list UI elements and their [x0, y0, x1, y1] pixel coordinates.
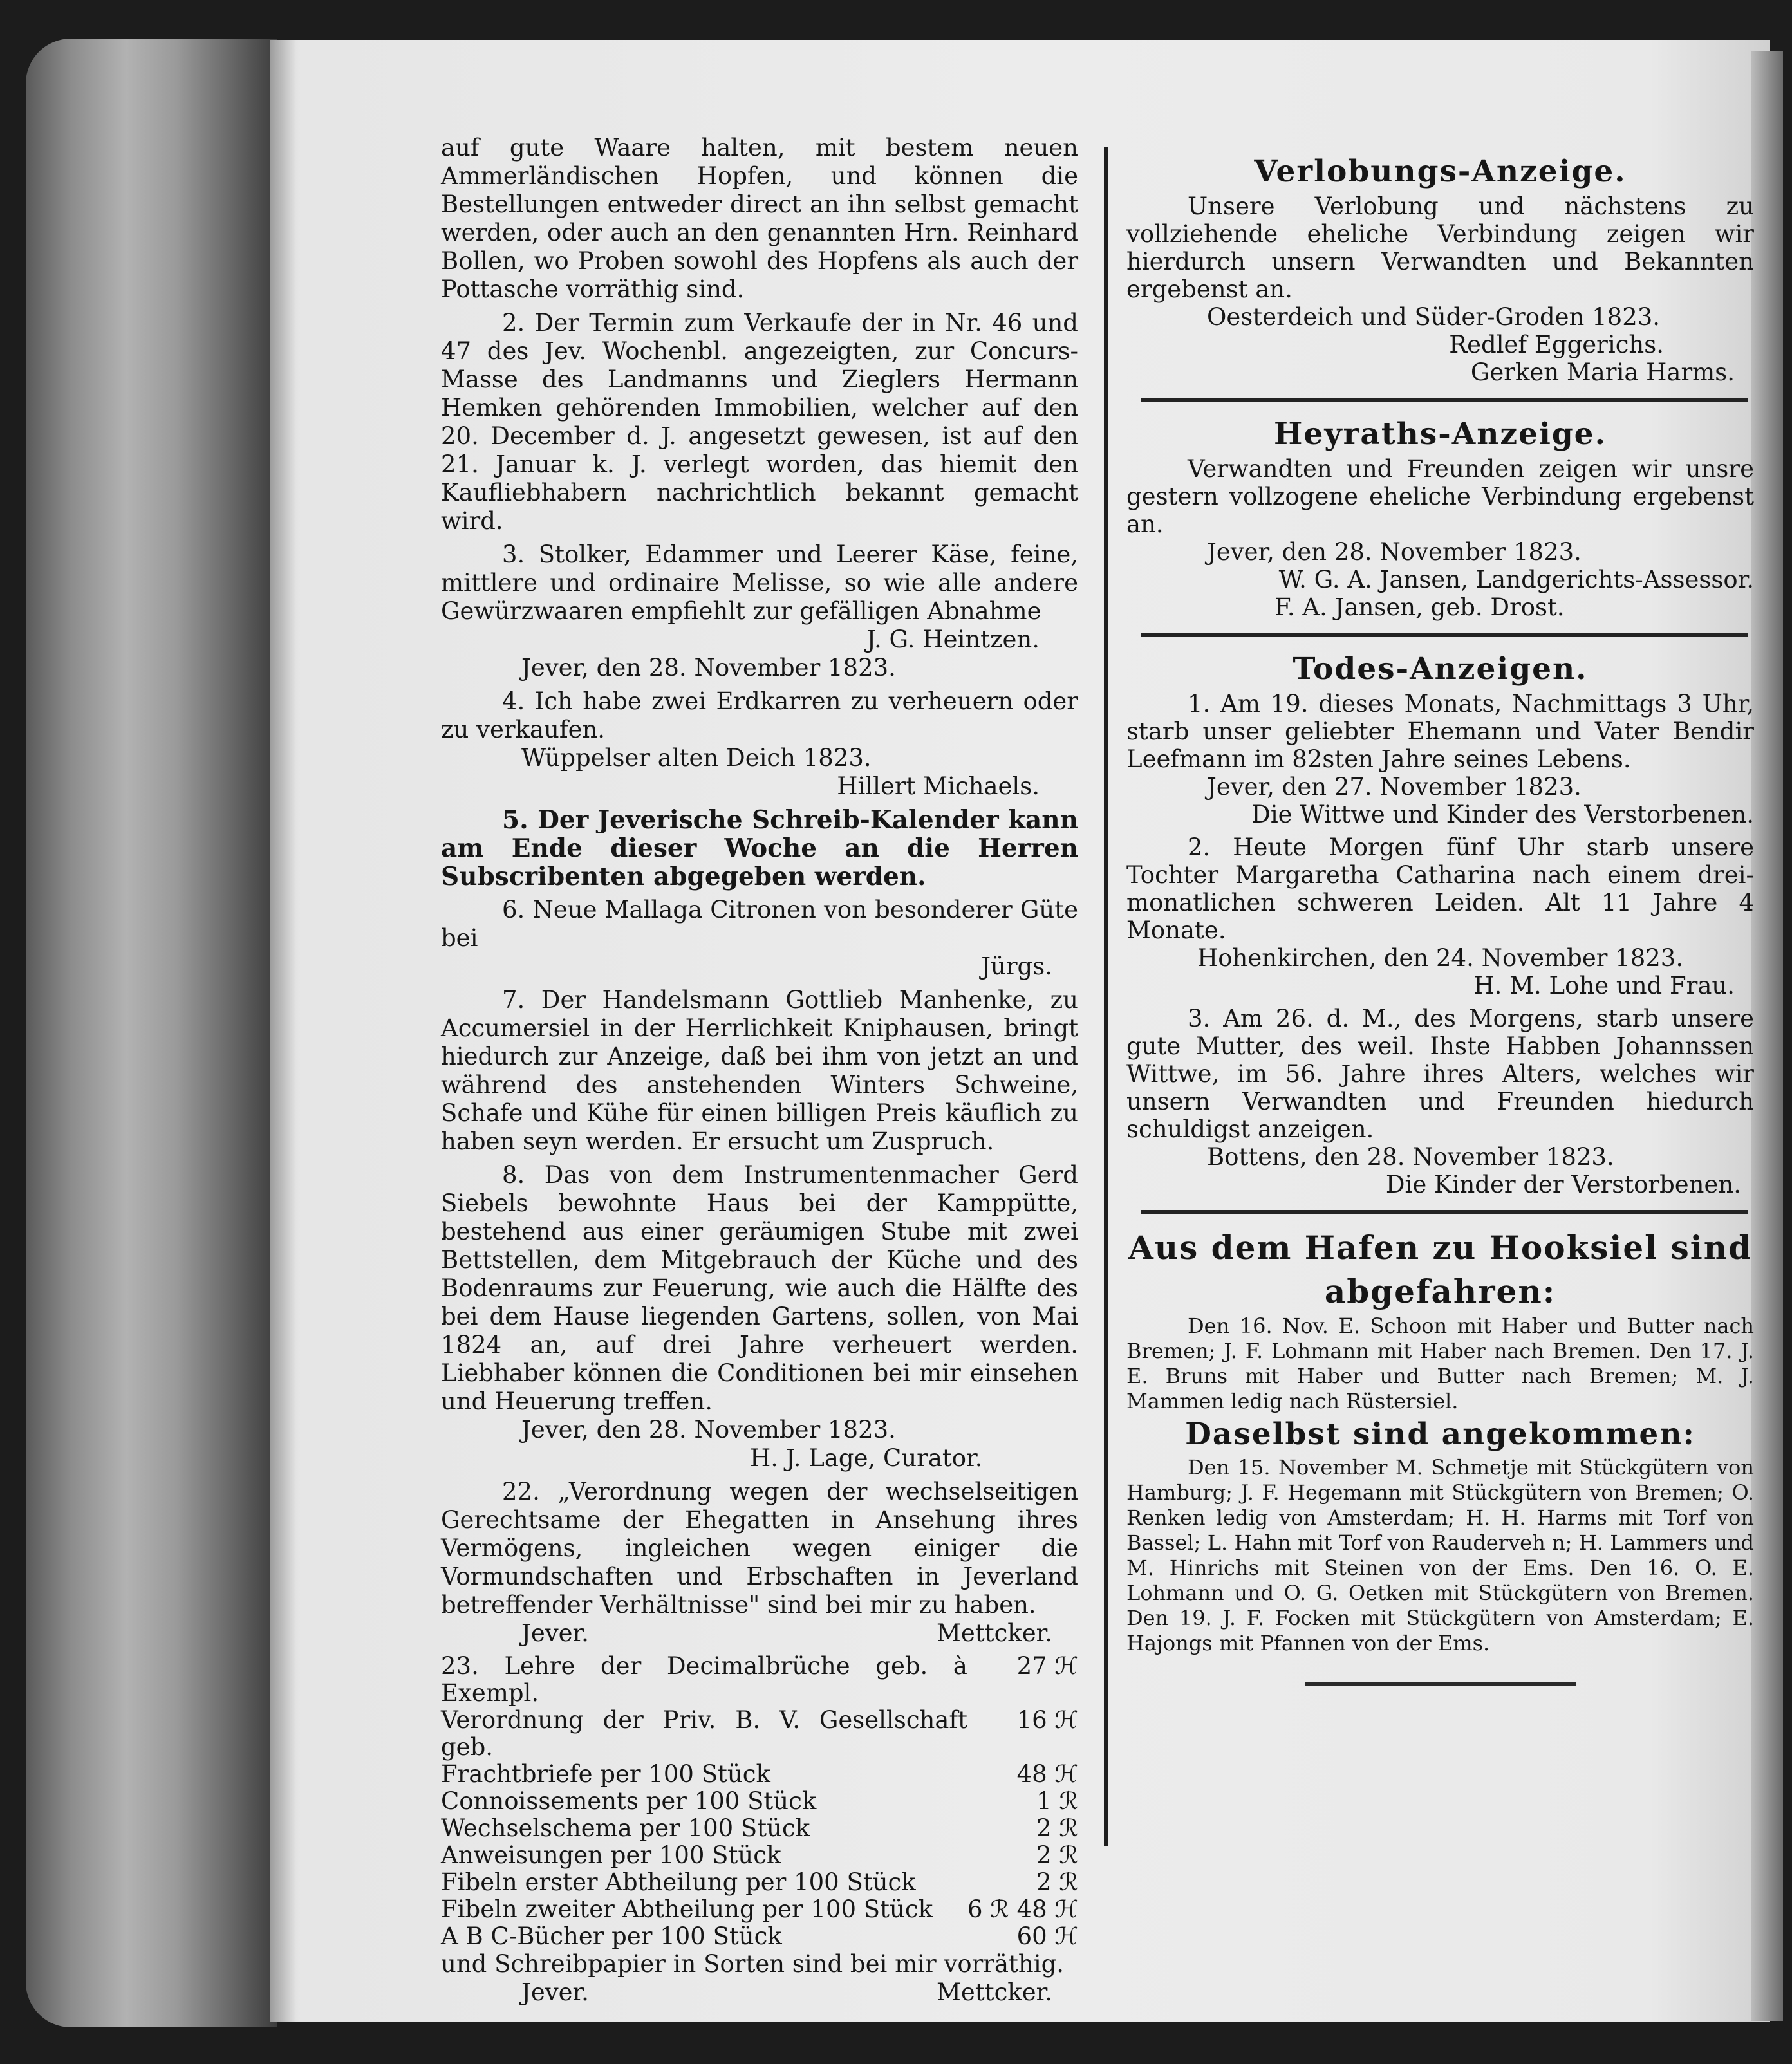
- closing-rule: [1305, 1682, 1576, 1686]
- notice-4-place: Wüppelser alten Deich 1823.: [521, 744, 872, 772]
- harbour-arrivals-text: Den 15. November M. Schmetje mit Stückgütern von Hamburg; J. F. Hegemann mit Stückgütern von Bremen; O. Renken ledig von Amsterdam; H. H. Harms mit Torf von Bassel; L. Hahn mit Torf von Rauderveh n; H. Lammers und M. Hinrichs mit Steinen von der Ems. Den 16. O. E. Lohmann und O. G. Oetken mit Stückgütern von Bremen. Den 19. J. F. Focken mit Stückgütern von Amsterdam; E. Hajongs mit Pfannen von der Ems.: [1126, 1455, 1754, 1655]
- price-row: [441, 1815, 1078, 1842]
- gutter-shadow: [270, 40, 296, 2022]
- price-row: [441, 1923, 1078, 1950]
- section-rule: [1141, 1210, 1748, 1214]
- closing-signature: Mettcker.: [937, 1978, 1052, 2006]
- engagement-text: Unsere Verlobung und nächstens zu vollziehende eheliche Verbindung zeigen wir hierdurch unsern Verwandten und Bekannten ergebenst an.: [1126, 192, 1754, 303]
- notice-5: 5. Der Jeverische Schreib-Kalender kann am Ende dieser Woche an die Herren Subscribenten abgegeben werden.: [441, 805, 1078, 891]
- notice-8: 8. Das von dem Instrumentenmacher Gerd Siebels bewohnte Haus bei der Kamppütte, bestehend aus einer geräumigen Stube mit zwei Bettstellen, dem Mitgebrauch der Küche und des Bodenraums zur Feuerung, wie auch die Hälfte des bei dem Hause liegenden Gartens, sollen, von Mai 1824 an, auf drei Jahre verheuert werden. Liebhaber können die Conditionen bei mir einsehen und Heuerung treffen.: [441, 1161, 1078, 1415]
- price-row: [441, 1788, 1078, 1815]
- notice-3-date: Jever, den 28. November 1823.: [521, 654, 896, 682]
- death-notices-heading: Todes-Anzeigen.: [1293, 651, 1588, 687]
- engagement-place: Oesterdeich und Süder-Groden 1823.: [1207, 303, 1661, 331]
- price-label: Verordnung der Priv. B. V. Gesellschaft geb.: [441, 1706, 967, 1761]
- price-row: [441, 1761, 1078, 1788]
- price-value: 2 ℛ: [1036, 1814, 1078, 1842]
- section-rule: [1141, 633, 1748, 637]
- harbour-departures-text: Den 16. Nov. E. Schoon mit Haber und Butter nach Bremen; J. F. Lohmann mit Haber nach Bremen. Den 17. J. E. Bruns mit Haber und Butter nach Bremen; M. J. Mammen ledig nach Rüstersiel.: [1126, 1314, 1754, 1413]
- death-notice-1-signature: Die Wittwe und Kinder des Verstorbenen.: [1251, 801, 1754, 828]
- marriage-heading: Heyraths-Anzeige.: [1274, 416, 1607, 452]
- column-divider: [1104, 147, 1108, 1846]
- price-label: Anweisungen per 100 Stück: [441, 1841, 781, 1869]
- price-value: 2 ℛ: [1036, 1868, 1078, 1896]
- death-notice-3: 3. Am 26. d. M., des Morgens, starb unsere gute Mutter, des weil. Ihste Habben Johannssen Wittwe, im 56. Jahre ihres Alters, welches wir unsern Verwandten und Freunden hiedurch schuldigst anzeigen.: [1126, 1005, 1754, 1143]
- notice-6-signature: Jürgs.: [981, 953, 1052, 980]
- marriage-text: Verwandten und Freunden zeigen wir unsre gestern vollzogene eheliche Verbindung ergebenst an.: [1126, 455, 1754, 538]
- notice-4-signature: Hillert Michaels.: [837, 772, 1040, 800]
- price-label: Fibeln erster Abtheilung per 100 Stück: [441, 1868, 916, 1896]
- notice-22-place: Jever.: [521, 1619, 589, 1647]
- left-column: [441, 134, 1078, 2007]
- engagement-signature-1: Redlef Eggerichs.: [1449, 331, 1664, 358]
- engagement-signature-2: Gerken Maria Harms.: [1470, 358, 1735, 386]
- notice-6: 6. Neue Mallaga Citronen von besonderer Güte bei: [441, 896, 1078, 952]
- price-label: Connoissements per 100 Stück: [441, 1787, 817, 1815]
- harbour-arrivals-heading: Daselbst sind angekommen:: [1185, 1417, 1695, 1452]
- price-label: A B C-Bücher per 100 Stück: [441, 1922, 782, 1950]
- death-notice-2-place: Hohenkirchen, den 24. November 1823.: [1197, 944, 1684, 972]
- notice-22-footer: [441, 1619, 1078, 1648]
- marriage-date: Jever, den 28. November 1823.: [1207, 538, 1582, 566]
- notice-22-signature: Mettcker.: [937, 1619, 1052, 1647]
- price-label: Frachtbriefe per 100 Stück: [441, 1760, 770, 1788]
- death-notice-2: 2. Heute Morgen fünf Uhr starb unsere Tochter Margaretha Catharina nach einem drei-monatlichen schweren Leiden. Alt 11 Jahre 4 Monate.: [1126, 833, 1754, 944]
- engagement-heading: Verlobungs-Anzeige.: [1254, 154, 1627, 189]
- right-page-edge: [1751, 51, 1783, 2021]
- price-label: 23. Lehre der Decimalbrüche geb. à Exempl.: [441, 1652, 967, 1707]
- section-rule: [1141, 398, 1748, 402]
- notice-7: 7. Der Handelsmann Gottlieb Manhenke, zu Accumersiel in der Herrlichkeit Kniphausen, bringt hiedurch zur Anzeige, daß bei ihm von jetzt an und während des anstehenden Winters Schweine, Schafe und Kühe für einen billigen Preis käuflich zu haben seyn werden. Er ersucht um Zuspruch.: [441, 986, 1078, 1155]
- book-page-edges: [26, 39, 277, 2027]
- price-value: 2 ℛ: [1036, 1841, 1078, 1869]
- price-row: [441, 1842, 1078, 1869]
- notice-3-signature: J. G. Heintzen.: [866, 626, 1040, 653]
- marriage-signature-2: F. A. Jansen, geb. Drost.: [1274, 593, 1565, 621]
- price-label: Fibeln zweiter Abtheilung per 100 Stück: [441, 1895, 933, 1923]
- death-notice-3-signature: Die Kinder der Verstorbenen.: [1385, 1171, 1741, 1198]
- death-notice-1-date: Jever, den 27. November 1823.: [1207, 773, 1582, 801]
- price-value: 16 ℋ: [1016, 1706, 1078, 1734]
- death-notice-1: 1. Am 19. dieses Monats, Nachmittags 3 Uhr, starb unser geliebter Ehemann und Vater Bendir Leefmann im 82sten Jahre seines Lebens.: [1126, 690, 1754, 773]
- notice-3: 3. Stolker, Edammer und Leerer Käse, feine, mittlere und ordinaire Melisse, so wie alle andere Gewürzwaaren empfiehlt zur gefälligen Abnahme: [441, 541, 1078, 625]
- price-list: [441, 1653, 1078, 1950]
- price-value: 48 ℋ: [1016, 1760, 1078, 1788]
- death-notice-2-signature: H. M. Lohe und Frau.: [1473, 972, 1735, 999]
- harbour-departures-heading: Aus dem Hafen zu Hooksiel sind abgefahren:: [1128, 1229, 1753, 1310]
- marriage-signature-1: W. G. A. Jansen, Landgerichts-Assessor.: [1278, 566, 1754, 593]
- closing-footer: [441, 1978, 1078, 2007]
- price-row: [441, 1653, 1078, 1707]
- price-value: 6 ℛ 48 ℋ: [967, 1895, 1078, 1923]
- price-value: 27 ℋ: [1016, 1652, 1078, 1680]
- notice-22: 22. „Verordnung wegen der wechselseitigen Gerechtsame der Ehegatten in Ansehung ihres Vermögens, ingleichen wegen einiger die Vormundschaften und Erbschaften in Jeverland betreffender Verhältnisse" sind bei mir zu haben.: [441, 1478, 1078, 1619]
- price-row: [441, 1869, 1078, 1896]
- intro-paragraph: auf gute Waare halten, mit bestem neuen Ammerländischen Hopfen, und können die Bestellungen entweder direct an ihn selbst gemacht werden, oder auch an den genannten Hrn. Reinhard Bollen, wo Proben sowohl des Hopfens als auch der Pottasche vorräthig sind.: [441, 134, 1078, 303]
- notice-8-date: Jever, den 28. November 1823.: [521, 1416, 896, 1444]
- price-row: [441, 1707, 1078, 1761]
- death-notice-3-date: Bottens, den 28. November 1823.: [1207, 1143, 1614, 1171]
- price-label: Wechselschema per 100 Stück: [441, 1814, 810, 1842]
- price-row: [441, 1896, 1078, 1923]
- notice-8-signature: H. J. Lage, Curator.: [750, 1444, 983, 1472]
- notice-4: 4. Ich habe zwei Erdkarren zu verheuern oder zu verkaufen.: [441, 687, 1078, 743]
- notice-2: 2. Der Termin zum Verkaufe der in Nr. 46 und 47 des Jev. Wochenbl. angezeigten, zur Concurs-Masse des Landmanns und Zieglers Hermann Hemken gehörenden Immobilien, welcher auf den 20. December d. J. angesetzt gewesen, ist auf den 21. Januar k. J. verlegt worden, das hiemit den Kaufliebhabern nachrichtlich bekannt gemacht wird.: [441, 309, 1078, 535]
- price-value: 60 ℋ: [1016, 1922, 1078, 1950]
- closing-line: und Schreibpapier in Sorten sind bei mir vorräthig.: [441, 1950, 1065, 1978]
- closing-place: Jever.: [521, 1978, 589, 2006]
- price-value: 1 ℛ: [1036, 1787, 1078, 1815]
- right-column: [1126, 151, 1754, 1686]
